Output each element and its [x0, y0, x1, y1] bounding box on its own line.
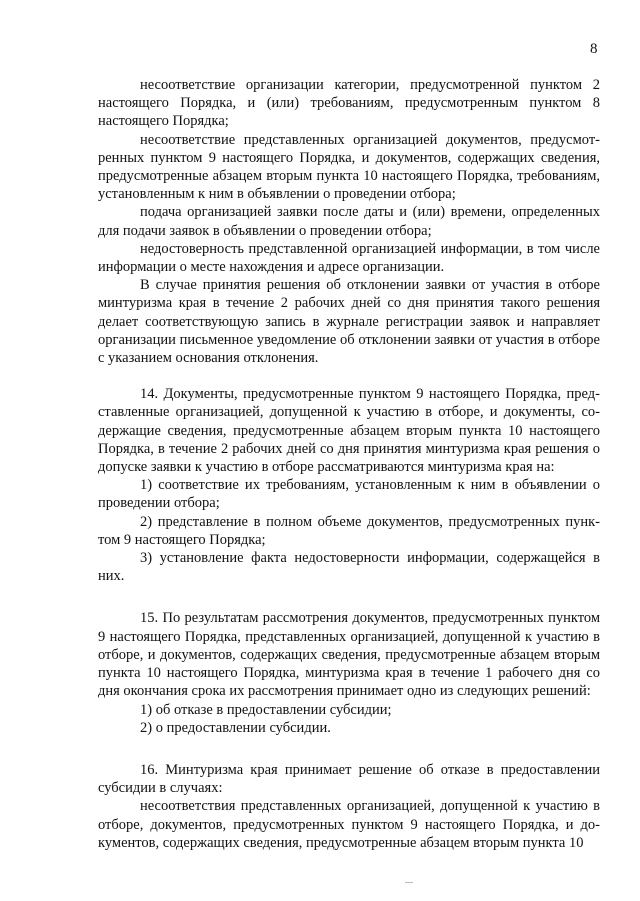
paragraph-criterion-late-submission: подача организацией заявки после даты и (или) времени, определенных для подачи заявок в объявлении о проведении отбора;: [98, 204, 600, 239]
paragraph-rejection-notice: В случае принятия решения об отклонении заявки от участия в отборе минтуризма края в течение 2 рабочих дней со дня принятия такого решения делает соответствующую запись в журнале регистрации заявок и направляет организации письменное уведомление об отклонении заявки от участия в отборе с указанием основания отклонения.: [98, 277, 600, 367]
paragraph-item-15-point-1: 1) об отказе в предоставлении субсидии;: [140, 701, 392, 718]
section-gap: [98, 585, 600, 609]
page-number: 8: [590, 41, 598, 57]
section-gap: [98, 367, 600, 385]
paragraph-item-14-point-3: 3) установление факта недостоверности информации, содержащейся в них.: [98, 550, 600, 585]
paragraph-item-14-point-2: 2) представление в полном объеме документов, предусмотренных пунктом 9 настоящего Порядка;: [98, 513, 600, 548]
paragraph-item-14: 14. Документы, предусмотренные пунктом 9 настоящего Порядка, представленные организацией, допущенной к участию в отборе, и документы, содержащие сведения, предусмотренные абзацем вторым пункта 10 настоящего Порядка, в течение 2 рабочих дней со дня принятия минтуризма края решения о допуске заявки к участию в отборе рассматриваются минтуризма края на:: [98, 386, 600, 476]
paragraph-criterion-inaccuracy: недостоверность представленной организацией информации, в том числе информации о месте нахождения и адресе организации.: [98, 240, 600, 276]
paragraph-item-14-point-1: 1) соответствие их требованиям, установленным к ним в объявлении о проведении отбора;: [98, 477, 600, 512]
paragraph-item-16-case-1: несоответствия представленных организацией, допущенной к участию в отборе, документов, предусмотренных пунктом 9 настоящего Порядка, и документов, содержащих сведения, предусмотренные абзацем вторым пункта 10: [98, 798, 600, 851]
paragraph-item-15-point-2: 2) о предоставлении субсидии.: [140, 719, 331, 736]
paragraph-item-15: 15. По результатам рассмотрения документов, предусмотренных пунктом 9 настоящего Порядка, представленных организацией, допущенной к участию в отборе, и документов, содержащих сведения, предусмотренные абзацем вторым пункта 10 настоящего Порядка, минтуризма края в течение 1 рабочего дня со дня окончания срока их рассмотрения принимает одно из следующих решений:: [98, 610, 600, 700]
paragraph-criterion-documents: несоответствие представленных организацией документов, предусмотренных пунктом 9 настоящего Порядка, и документов, содержащих сведения, предусмотренные абзацем вторым пункта 10 настоящего Порядка, требованиям, установленным к ним в объявлении о проведении отбора;: [98, 131, 600, 203]
document-body: [98, 76, 600, 852]
paragraph-item-16: 16. Минтуризма края принимает решение об отказе в предоставлении субсидии в случаях:: [98, 761, 600, 797]
section-gap: [98, 737, 600, 761]
paragraph-criterion-category: несоответствие организации категории, предусмотренной пунктом 2 настоящего Порядка, и (или) требованиям, предусмотренным пунктом 8 настоящего Порядка;: [98, 77, 600, 130]
scan-speck: [405, 882, 413, 883]
